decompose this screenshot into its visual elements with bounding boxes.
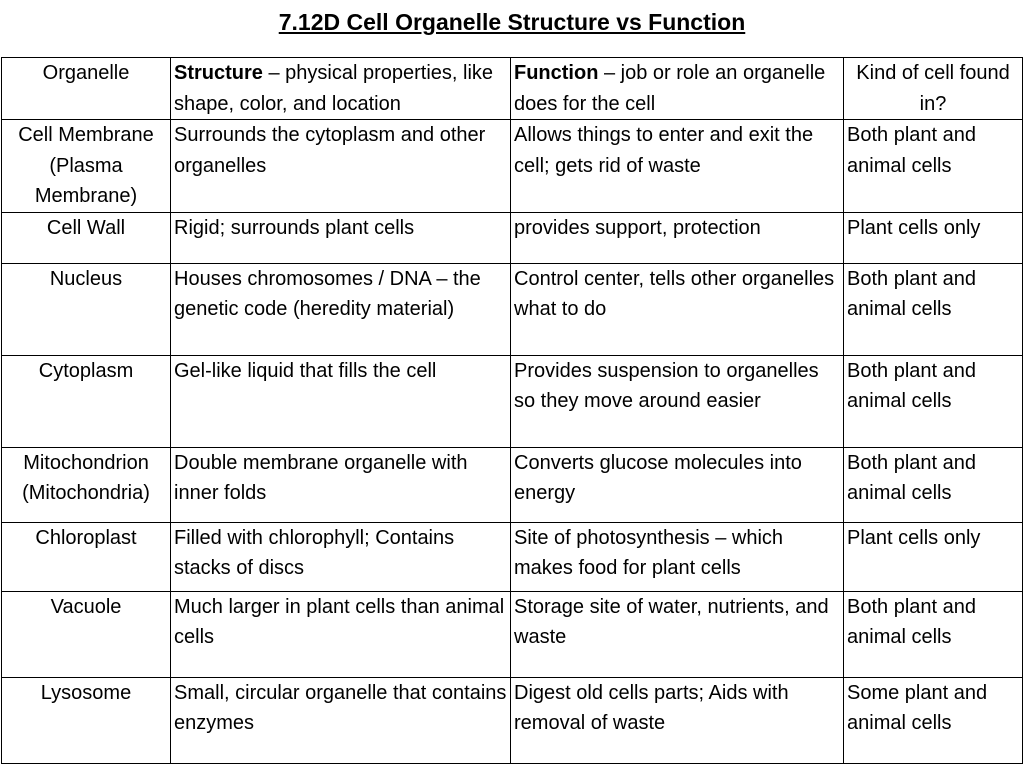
table-row <box>2 355 1023 447</box>
structure-cell: Small, circular organelle that contains enzymes <box>171 677 511 763</box>
organelle-name: Chloroplast <box>2 522 171 591</box>
kind-cell: Both plant and animal cells <box>844 355 1023 447</box>
function-cell: Converts glucose molecules into energy <box>511 447 844 522</box>
kind-cell: Both plant and animal cells <box>844 591 1023 677</box>
kind-cell: Both plant and animal cells <box>844 120 1023 213</box>
header-structure <box>171 58 511 120</box>
structure-cell: Surrounds the cytoplasm and other organelles <box>171 120 511 213</box>
header-organelle: Organelle <box>2 58 171 120</box>
structure-cell: Double membrane organelle with inner folds <box>171 447 511 522</box>
table-row <box>2 212 1023 263</box>
header-function-desc: – job or role an organelle does for the cell <box>514 62 826 115</box>
organelle-name: Vacuole <box>2 591 171 677</box>
organelle-name: Lysosome <box>2 677 171 763</box>
table-row <box>2 522 1023 591</box>
header-function-term: Function <box>514 62 599 84</box>
kind-cell: Plant cells only <box>844 522 1023 591</box>
organelle-table <box>1 57 1023 764</box>
kind-cell: Some plant and animal cells <box>844 677 1023 763</box>
table-row <box>2 677 1023 763</box>
table-row <box>2 120 1023 213</box>
table-row <box>2 263 1023 355</box>
organelle-name: Cell Membrane (Plasma Membrane) <box>2 120 171 213</box>
header-structure-desc: – physical properties, like shape, color, and location <box>174 62 494 115</box>
table-row <box>2 591 1023 677</box>
function-cell: Storage site of water, nutrients, and waste <box>511 591 844 677</box>
structure-cell: Filled with chlorophyll; Contains stacks of discs <box>171 522 511 591</box>
header-kind: Kind of cell found in? <box>844 58 1023 120</box>
function-cell: Digest old cells parts; Aids with removal of waste <box>511 677 844 763</box>
structure-cell: Gel-like liquid that fills the cell <box>171 355 511 447</box>
organelle-name: Cell Wall <box>2 212 171 263</box>
header-row <box>2 58 1023 120</box>
organelle-name: Nucleus <box>2 263 171 355</box>
page-title: 7.12D Cell Organelle Structure vs Function <box>278 9 746 35</box>
structure-cell: Houses chromosomes / DNA – the genetic code (heredity material) <box>171 263 511 355</box>
function-cell: Control center, tells other organelles what to do <box>511 263 844 355</box>
function-cell: Provides suspension to organelles so they move around easier <box>511 355 844 447</box>
structure-cell: Rigid; surrounds plant cells <box>171 212 511 263</box>
structure-cell: Much larger in plant cells than animal cells <box>171 591 511 677</box>
table-row <box>2 447 1023 522</box>
function-cell: Allows things to enter and exit the cell; gets rid of waste <box>511 120 844 213</box>
function-cell: Site of photosynthesis – which makes food for plant cells <box>511 522 844 591</box>
kind-cell: Both plant and animal cells <box>844 263 1023 355</box>
kind-cell: Plant cells only <box>844 212 1023 263</box>
header-structure-term: Structure <box>174 62 263 84</box>
header-function <box>511 58 844 120</box>
organelle-name: Cytoplasm <box>2 355 171 447</box>
kind-cell: Both plant and animal cells <box>844 447 1023 522</box>
function-cell: provides support, protection <box>511 212 844 263</box>
organelle-name: Mitochondrion (Mitochondria) <box>2 447 171 522</box>
